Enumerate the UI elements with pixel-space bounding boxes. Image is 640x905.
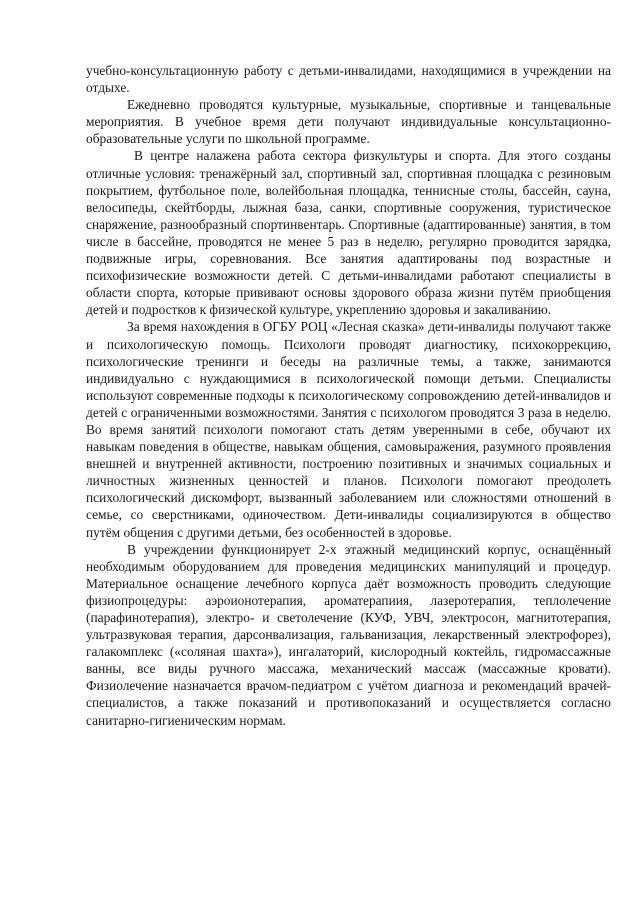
document-page [86,62,611,729]
paragraph-sports-sector: В центре налажена работа сектора физкультуры и спорта. Для этого созданы отличные условия: тренажёрный зал, спортивный зал, спортивная площадка с резиновым покрытием, футбольное поле, волейбольная площадка, теннисные столы, бассейн, сауна, велосипеды, скейтборды, лыжная база, санки, спортивные сооружения, туристическое снаряжение, разнообразный спортинвентарь. Спортивные (адаптированные) занятия, в том числе в бассейне, проводятся не менее 5 раз в неделю, регулярно проводится зарядка, подвижные игры, соревнования. Все занятия адаптированы под возрастные и психофизические возможности детей. С детьми-инвалидами работают специалисты в области спорта, которые прививают основы здорового образа жизни путём приобщения детей и подростков к физической культуре, укреплению здоровья и закаливанию. [86,148,611,318]
paragraph-medical-building: В учреждении функционирует 2-х этажный медицинский корпус, оснащённый необходимым оборудованием для проведения медицинских манипуляций и процедур. Материальное оснащение лечебного корпуса даёт возможность проводить следующие физиопроцедуры: аэроионотерапия, ароматерапиия, лазеротерапия, теплолечение (парафинотерапия), электро- и светолечение (КУФ, УВЧ, электросон, магнитотерапия, ультразвуковая терапия, дарсонвализация, гальванизация, лекарственный электрофорез), галакомплекс («соляная шахта»), ингалаторий, кислородный коктейль, гидромассажные ванны, все виды ручного массажа, механический массаж (массажные кровати). Физиолечение назначается врачом-педиатром с учётом диагноза и рекомендаций врачей-специалистов, а также показаний и противопоказаний и осуществляется согласно санитарно-гигиеническим нормам. [86,541,611,728]
paragraph-continuation: учебно-консультационную работу с детьми-инвалидами, находящимися в учреждении на отдыхе. [86,63,611,96]
paragraph-psychological-help: За время нахождения в ОГБУ РОЦ «Лесная сказка» дети-инвалиды получают также и психологическую помощь. Психологи проводят диагностику, психокоррекцию, психологические тренинги и беседы на различные темы, а также, занимаются индивидуально с нуждающимися в психологической помощи детьми. Специалисты используют современные подходы к психологическому сопровождению детей-инвалидов и детей с ограниченными возможностями. Занятия с психологом проводятся 3 раза в неделю. Во время занятий психологи помогают стать детям уверенными в себе, обучают их навыкам поведения в обществе, навыкам общения, самовыражения, разумного проявления внешней и внутренней активности, построению позитивных и значимых социальных и личностных жизненных ценностей и планов. Психологи помогают преодолеть психологический дискомфорт, вызванный заболеванием или сложностями отношений в семье, со сверстниками, одиночеством. Дети-инвалиды социализируются в общество путём общения с другими детьми, без особенностей в здоровье. [86,319,611,540]
paragraph-daily-events: Ежедневно проводятся культурные, музыкальные, спортивные и танцевальные мероприятия. В учебное время дети получают индивидуальные консультационно-образовательные услуги по школьной программе. [86,97,611,147]
